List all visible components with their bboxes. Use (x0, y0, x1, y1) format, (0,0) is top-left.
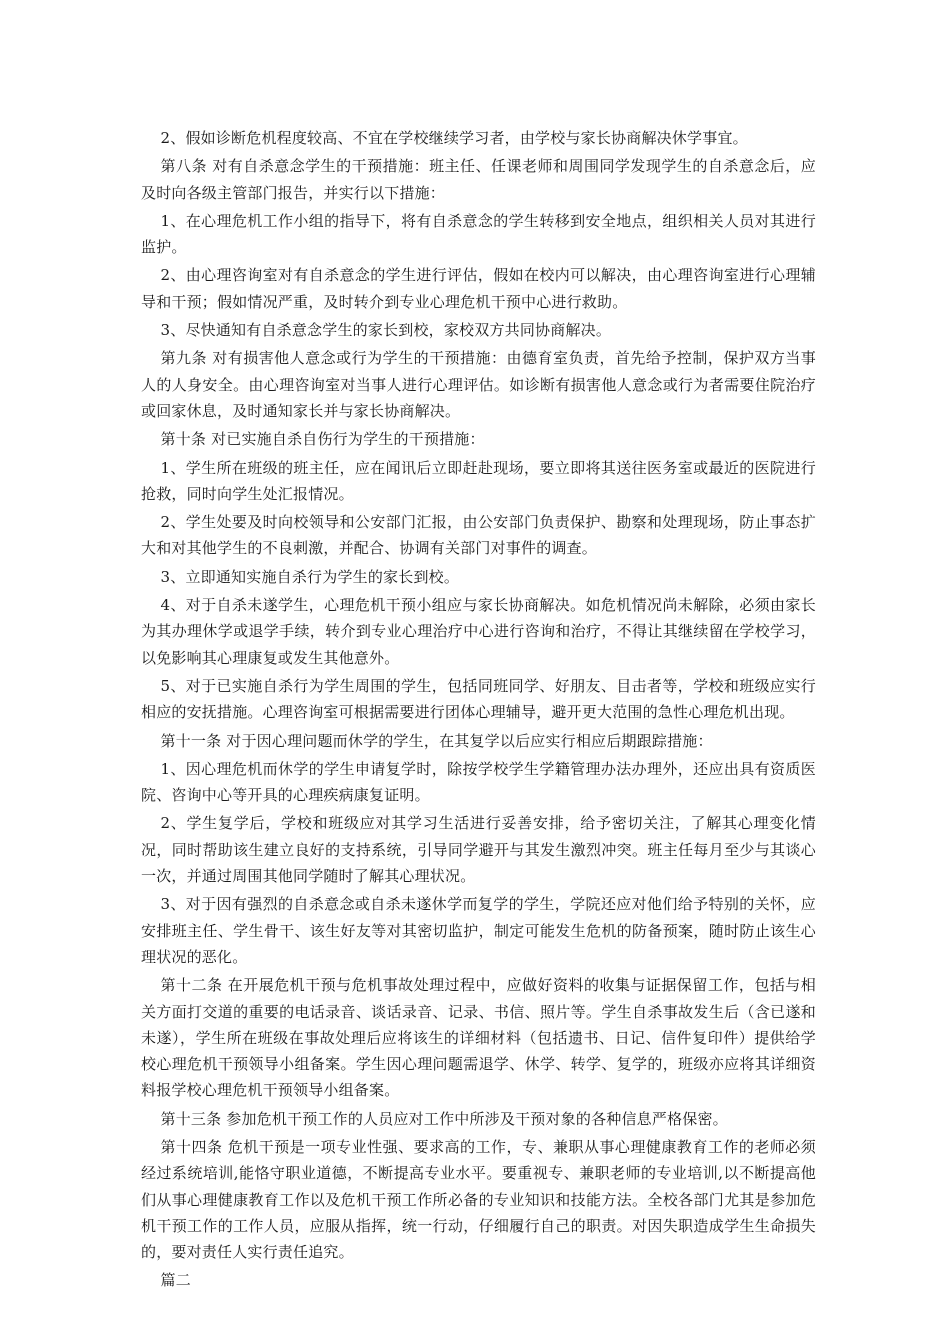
article-11-paragraph: 第十一条 对于因心理问题而休学的学生，在其复学以后应实行相应后期跟踪措施： (160, 731, 713, 750)
article-14-paragraph: 第十四条 危机干预是一项专业性强、要求高的工作，专、兼职从事心理健康教育工作的老师必须经过系统培训,能恪守职业道德，不断提高专业水平。要重视专、兼职老师的专业培训,以不断提高他们从事心理健康教育工作以及危机干预工作所必备的专业知识和技能方法。全校各部门尤其是参加危机干预工作的工作人员，应服从指挥，统一行动，仔细履行自己的职责。对因失职造成学生生命损失的，要对责任人实行责任追究。 (141, 1137, 816, 1262)
paragraph: 2、由心理咨询室对有自杀意念的学生进行评估，假如在校内可以解决，由心理咨询室进行心理辅导和干预；假如情况严重，及时转介到专业心理危机干预中心进行救助。 (141, 266, 816, 311)
paragraph: 3、立即通知实施自杀行为学生的家长到校。 (160, 567, 460, 586)
article-9-paragraph: 第九条 对有损害他人意念或行为学生的干预措施：由德育室负责，首先给予控制，保护双方当事人的人身安全。由心理咨询室对当事人进行心理评估。如诊断有损害他人意念或行为者需要住院治疗或回家休息，及时通知家长并与家长协商解决。 (141, 349, 816, 420)
article-13-paragraph: 第十三条 参加危机干预工作的人员应对工作中所涉及干预对象的各种信息严格保密。 (160, 1109, 728, 1128)
paragraph: 5、对于已实施自杀行为学生周围的学生，包括同班同学、好朋友、目击者等，学校和班级应实行相应的安抚措施。心理咨询室可根据需要进行团体心理辅导，避开更大范围的急性心理危机出现。 (141, 676, 816, 722)
paragraph: 2、学生处要及时向校领导和公安部门汇报，由公安部门负责保护、勘察和处理现场，防止事态扩大和对其他学生的不良刺激，并配合、协调有关部门对事件的调查。 (141, 513, 816, 558)
paragraph: 1、因心理危机而休学的学生申请复学时，除按学校学生学籍管理办法办理外，还应出具有资质医院、咨询中心等开具的心理疾病康复证明。 (141, 759, 816, 805)
paragraph: 3、对于因有强烈的自杀意念或自杀未遂休学而复学的学生，学院还应对他们给予特别的关怀，应安排班主任、学生骨干、该生好友等对其密切监护，制定可能发生危机的防备预案，随时防止该生心理状况的恶化。 (141, 895, 816, 966)
section-title: 篇二 (160, 1271, 191, 1290)
paragraph: 4、对于自杀未遂学生，心理危机干预小组应与家长协商解决。如危机情况尚未解除，必须由家长为其办理休学或退学手续，转介到专业心理治疗中心进行咨询和治疗，不得让其继续留在学校学习，以免影响其心理康复或发生其他意外。 (141, 596, 816, 667)
document-body (141, 125, 816, 1296)
article-8-paragraph: 第八条 对有自杀意念学生的干预措施：班主任、任课老师和周围同学发现学生的自杀意念后，应及时向各级主管部门报告，并实行以下措施： (141, 157, 816, 202)
paragraph: 1、学生所在班级的班主任，应在闻讯后立即赶赴现场，要立即将其送往医务室或最近的医院进行抢救，同时向学生处汇报情况。 (141, 458, 816, 503)
paragraph: 2、假如诊断危机程度较高、不宜在学校继续学习者，由学校与家长协商解决休学事宜。 (160, 129, 748, 147)
article-10-paragraph: 第十条 对已实施自杀自伤行为学生的干预措施： (160, 430, 485, 449)
paragraph: 2、学生复学后，学校和班级应对其学习生活进行妥善安排，给予密切关注，了解其心理变化情况，同时帮助该生建立良好的支持系统，引导同学避开与其发生激烈冲突。班主任每月至少与其谈心一次，并通过周围其他同学随时了解其心理状况。 (141, 814, 816, 886)
paragraph: 1、在心理危机工作小组的指导下，将有自杀意念的学生转移到安全地点，组织相关人员对其进行监护。 (141, 211, 816, 257)
article-12-paragraph: 第十二条 在开展危机干预与危机事故处理过程中，应做好资料的收集与证据保留工作，包括与相关方面打交道的重要的电话录音、谈话录音、记录、书信、照片等。学生自杀事故发生后（含已遂和未遂），学生所在班级在事故处理后应将该生的详细材料（包括遗书、日记、信件复印件）提供给学校心理危机干预领导小组备案。学生因心理问题需退学、休学、转学、复学的，班级亦应将其详细资料报学校心理危机干预领导小组备案。 (141, 976, 816, 1100)
paragraph: 3、尽快通知有自杀意念学生的家长到校，家校双方共同协商解决。 (160, 321, 612, 340)
